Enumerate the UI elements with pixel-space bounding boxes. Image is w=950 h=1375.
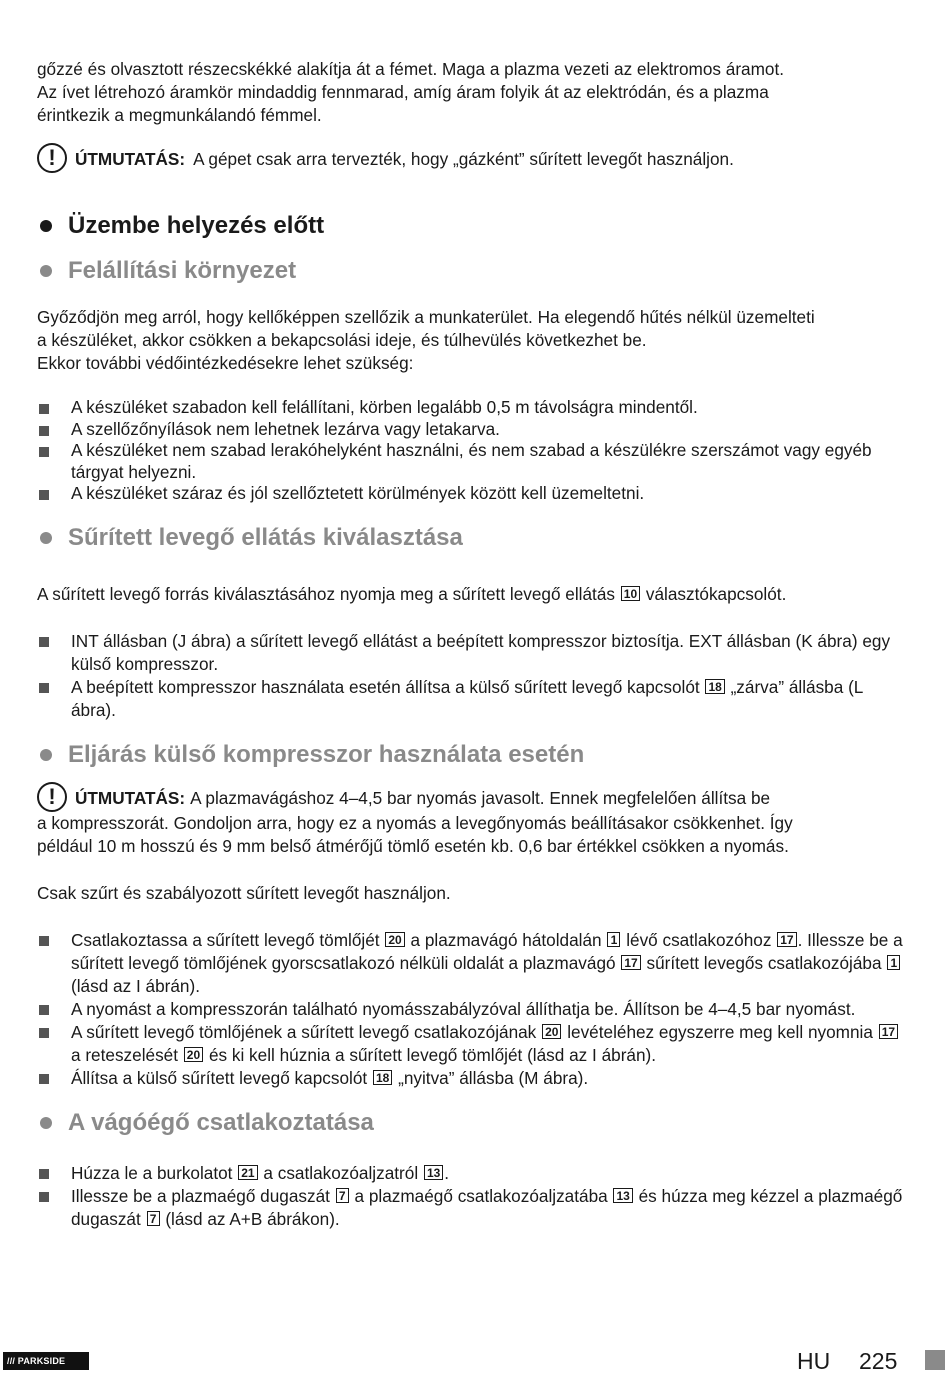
bullet-dot-icon bbox=[40, 532, 52, 544]
section-heading-main: Üzembe helyezés előtt bbox=[37, 211, 907, 241]
intro-line: gőzzé és olvasztott részecskékké alakítja át a fémet. Maga a plazma vezeti az elektromos áramot. bbox=[37, 59, 785, 79]
part-ref: 13 bbox=[613, 1188, 632, 1203]
intro-line: Az ívet létrehozó áramkör mindaddig fennmarad, amíg áram folyik át az elektródán, és a plazma bbox=[37, 82, 769, 102]
list-item: Húzza le a burkolatot 21 a csatlakozóaljzatról 13 . bbox=[37, 1162, 907, 1185]
list-item: Állítsa a külső sűrített levegő kapcsolót 18 „nyitva” állásba (M ábra). bbox=[37, 1067, 907, 1090]
torch-list bbox=[37, 1162, 907, 1231]
setup-paragraph: Győződjön meg arról, hogy kellőképpen szellőzik a munkaterület. Ha elegendő hűtés nélkül üzemelteti a készüléket, akkor csökken a bekapcsolási ideje, és túlhevülés következhet be. Ekkor további védőintézkedésekre lehet szükség: bbox=[37, 307, 815, 373]
air-paragraph: A sűrített levegő forrás kiválasztásához nyomja meg a sűrített levegő ellátás 10 választókapcsolót. bbox=[37, 583, 787, 604]
list-item: A sűrített levegő tömlőjének a sűrített levegő csatlakozójának 20 levételéhez egyszerre meg kell nyomnia 17 a reteszelését 20 és ki kell húznia a sűrített levegő tömlőjét (lásd az I ábrán). bbox=[37, 1021, 907, 1067]
filtered-air-paragraph: Csak szűrt és szabályozott sűrített levegőt használjon. bbox=[37, 882, 451, 903]
list-item: A beépített kompresszor használata esetén állítsa a külső sűrített levegő kapcsolót 18 „zárva” állásba (L ábra). bbox=[37, 676, 907, 722]
part-ref: 20 bbox=[385, 932, 404, 947]
note-pressure: ! ÚTMUTATÁS: A plazmavágáshoz 4–4,5 bar nyomás javasolt. Ennek megfelelően állítsa be a kompresszorát. Gondoljon arra, hogy ez a nyomás a levegőnyomás beállításakor csökkenhet. Így például 10 m hosszú és 9 mm belső átmérőjű tömlő esetén kb. 0,6 bar értékkel csökken a nyomás. bbox=[37, 783, 793, 856]
setup-list bbox=[37, 397, 907, 505]
intro-line: érintkezik a megmunkálandó fémmel. bbox=[37, 105, 322, 125]
part-ref: 17 bbox=[879, 1024, 898, 1039]
section-heading-torch: A vágóégő csatlakoztatása bbox=[37, 1108, 907, 1138]
part-ref: 10 bbox=[621, 586, 640, 601]
note-label: ÚTMUTATÁS: bbox=[75, 787, 186, 808]
note-text: A gépet csak arra tervezték, hogy „gázként” sűrített levegőt használjon. bbox=[193, 149, 734, 169]
exclamation-icon: ! bbox=[37, 143, 67, 173]
section-heading-setup: Felállítási környezet bbox=[37, 256, 907, 286]
external-list bbox=[37, 929, 907, 1090]
bullet-dot-icon bbox=[40, 749, 52, 761]
intro-paragraph bbox=[37, 58, 907, 127]
bullet-dot-icon bbox=[40, 265, 52, 277]
list-item: Illessze be a plazmaégő dugaszát 7 a plazmaégő csatlakozóaljzatába 13 és húzza meg kézzel a plazmaégő dugaszát 7 (lásd az A+B ábrákon). bbox=[37, 1185, 907, 1231]
bullet-dot-icon bbox=[40, 1117, 52, 1129]
part-ref: 18 bbox=[705, 679, 724, 694]
exclamation-icon: ! bbox=[37, 782, 67, 812]
list-item: A szellőzőnyílások nem lehetnek lezárva vagy letakarva. bbox=[37, 419, 907, 441]
air-list bbox=[37, 630, 907, 722]
list-item: A készüléket szabadon kell felállítani, körben legalább 0,5 m távolságra mindentől. bbox=[37, 397, 907, 419]
part-ref: 21 bbox=[238, 1165, 257, 1180]
page-number: 225 bbox=[859, 1348, 898, 1374]
part-ref: 1 bbox=[607, 932, 620, 947]
list-item: A készüléket nem szabad lerakóhelyként használni, és nem szabad a készülékre szerszámot vagy egyéb tárgyat helyezni. bbox=[37, 440, 907, 483]
list-item: A készüléket száraz és jól szellőztetett körülmények között kell üzemeltetni. bbox=[37, 483, 907, 505]
note-compressed-air bbox=[37, 145, 907, 173]
section-heading-external: Eljárás külső kompresszor használata esetén bbox=[37, 740, 907, 770]
part-ref: 20 bbox=[184, 1047, 203, 1062]
note-label: ÚTMUTATÁS: bbox=[75, 149, 186, 169]
part-ref: 20 bbox=[542, 1024, 561, 1039]
page-marker-block bbox=[925, 1350, 945, 1370]
part-ref: 7 bbox=[336, 1188, 349, 1203]
list-item: Csatlakoztassa a sűrített levegő tömlőjét 20 a plazmavágó hátoldalán 1 lévő csatlakozóhoz 17 . Illessze be a sűrített levegő tömlőjének gyorscsatlakozó nélküli oldalát a plazmavágó 17 sűrített levegős csatlakozójába 1 (lásd az I ábrán). bbox=[37, 929, 907, 998]
part-ref: 17 bbox=[777, 932, 796, 947]
part-ref: 7 bbox=[147, 1211, 160, 1226]
part-ref: 1 bbox=[887, 955, 900, 970]
language-code: HU bbox=[797, 1348, 831, 1374]
list-item: INT állásban (J ábra) a sűrített levegő ellátást a beépített kompresszor biztosítja. EXT állásban (K ábra) egy külső kompresszor. bbox=[37, 630, 907, 676]
part-ref: 18 bbox=[373, 1070, 392, 1085]
bullet-dot-icon bbox=[40, 220, 52, 232]
list-item: A nyomást a kompresszorán található nyomásszabályzóval állíthatja be. Állítson be 4–4,5 bar nyomást. bbox=[37, 998, 907, 1021]
part-ref: 13 bbox=[424, 1165, 443, 1180]
section-heading-air: Sűrített levegő ellátás kiválasztása bbox=[37, 523, 907, 553]
parkside-logo: /// PARKSIDE bbox=[3, 1352, 89, 1370]
page-content bbox=[37, 58, 907, 1231]
part-ref: 17 bbox=[621, 955, 640, 970]
